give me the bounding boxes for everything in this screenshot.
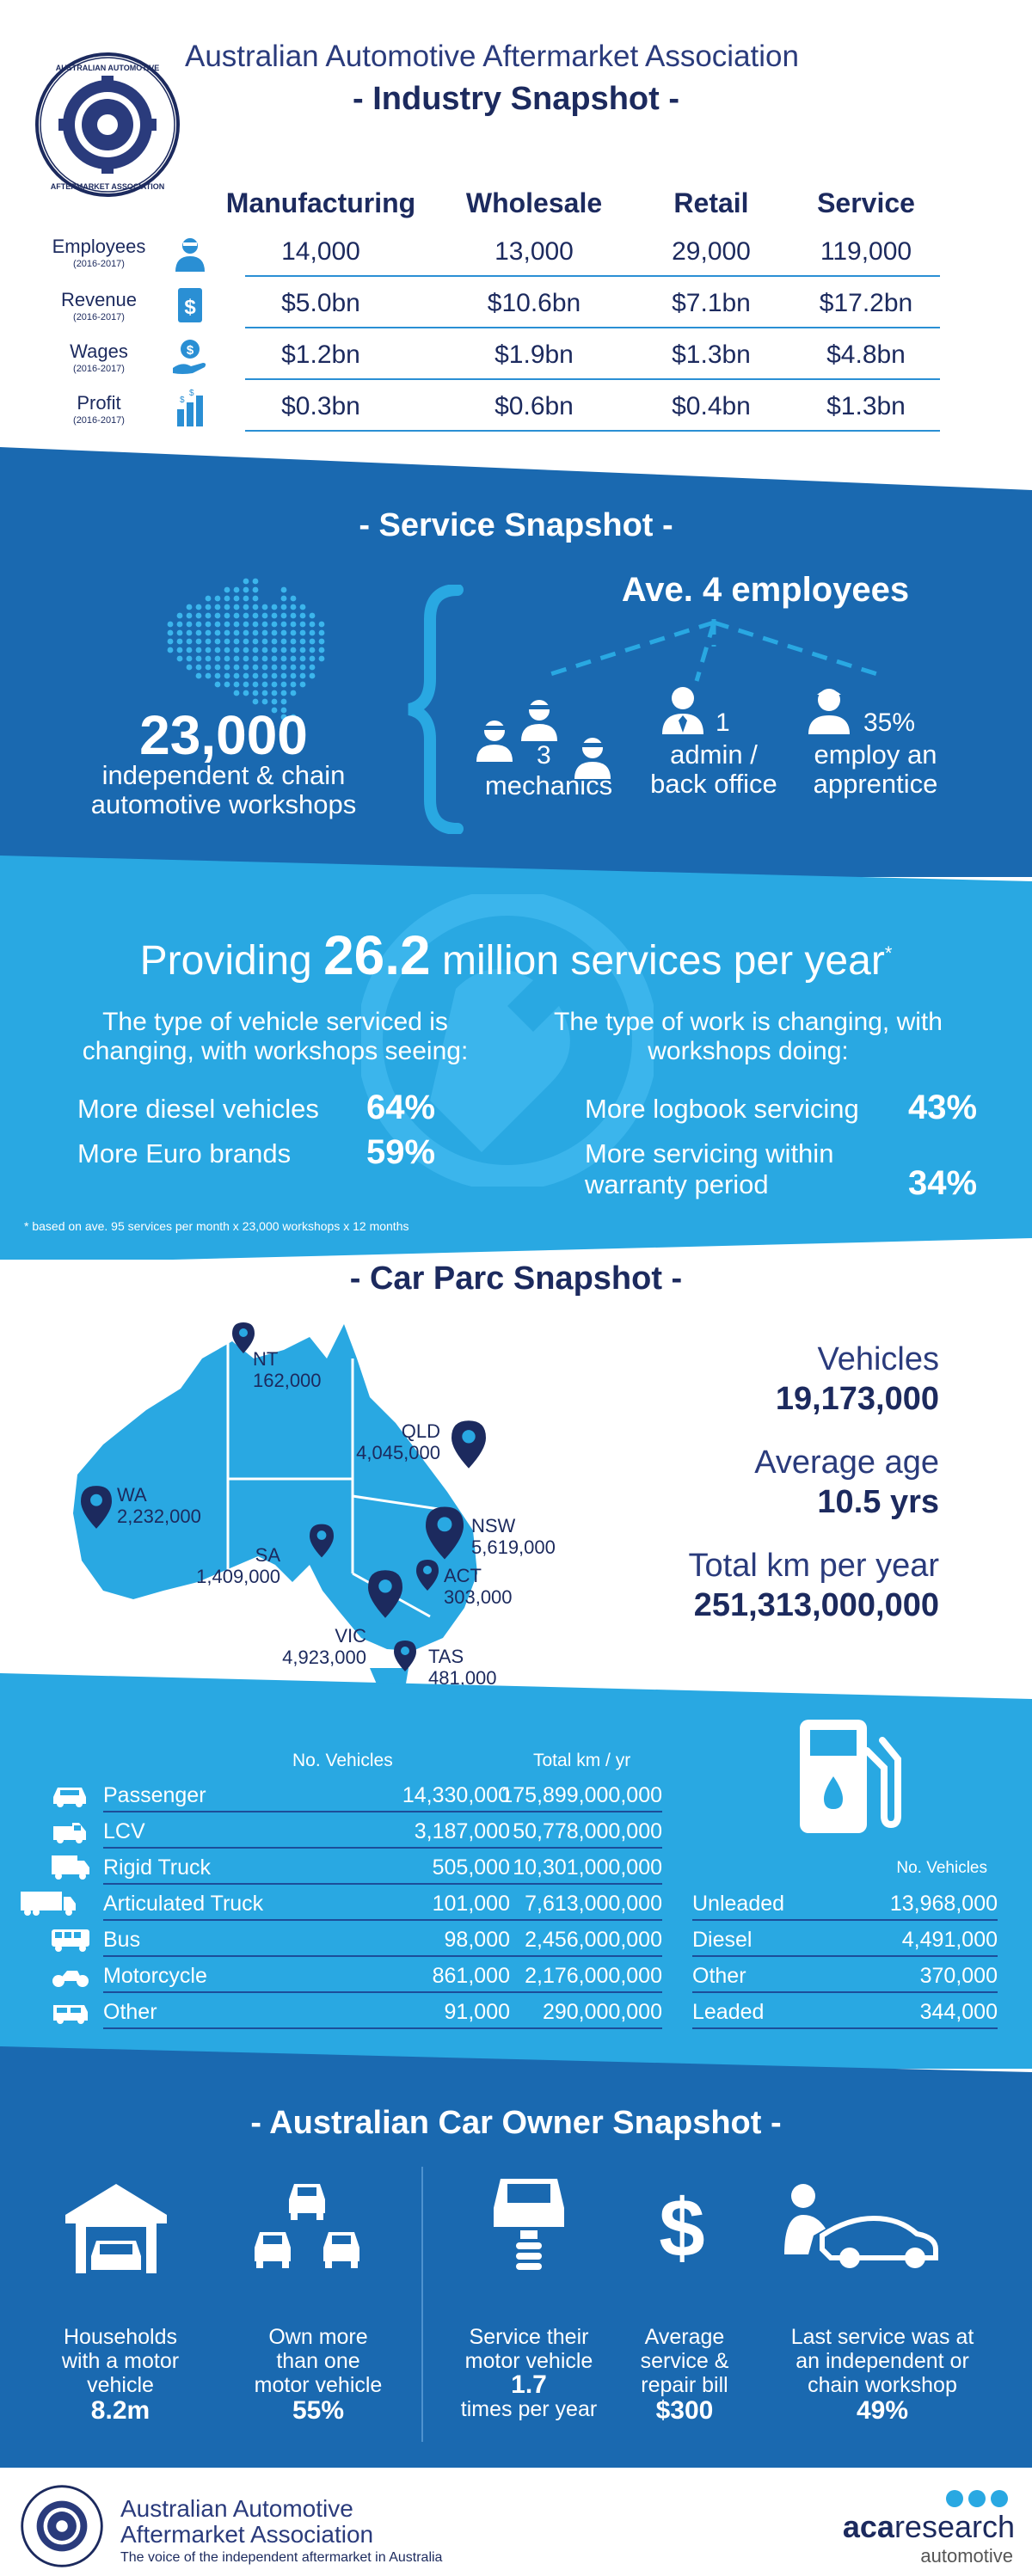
table-row [103, 1814, 662, 1849]
row-divider [692, 1991, 998, 1993]
industry-value: $7.1bn [672, 289, 751, 317]
admin-icon [657, 683, 709, 736]
vehicle-km: 10,301,000,000 [513, 1855, 662, 1880]
vehicle-type-heading: The type of vehicle serviced is changing, with workshops seeing: [82, 1008, 469, 1065]
map-pin-icon [368, 1570, 402, 1618]
vehicles-label: Vehicles [817, 1341, 939, 1377]
service-title: - Service Snapshot - [359, 507, 673, 543]
state-label-act: ACT 303,000 [444, 1565, 513, 1608]
euro-label: More Euro brands [77, 1138, 292, 1168]
multiple-cars-icon [251, 2175, 363, 2277]
vehicle-km: 2,456,000,000 [525, 1928, 662, 1952]
vehicle-count: 98,000 [444, 1928, 510, 1952]
header-subtitle: - Industry Snapshot - [353, 81, 679, 117]
vehicle-type-name: Rigid Truck [103, 1855, 212, 1880]
row-divider [103, 1991, 662, 1993]
header-title: Australian Automotive Aftermarket Association [185, 40, 799, 73]
vehicle-count: 101,000 [432, 1892, 510, 1916]
apprentice-label-1: employ an [814, 739, 937, 770]
industry-value: 119,000 [820, 237, 912, 266]
car-lift-icon [482, 2170, 576, 2280]
australia-dots-icon [163, 574, 335, 721]
industry-value: 29,000 [672, 237, 751, 266]
providing-footnote: * based on ave. 95 services per month x 23,000 workshops x 12 months [24, 1219, 409, 1233]
mechanic-car-icon [779, 2180, 941, 2270]
row-divider [245, 327, 940, 328]
mechanics-count: 3 [537, 741, 551, 770]
apprentice-pct: 35% [863, 708, 916, 737]
fuel-vehicle-count: 344,000 [919, 2000, 998, 2024]
admin-label-2: back office [650, 769, 777, 799]
industry-value: $0.4bn [672, 392, 751, 420]
table-row [692, 1959, 998, 1993]
logbook-value: 43% [908, 1089, 978, 1126]
table-row [692, 1995, 998, 2029]
industry-row-label: Wages (2016-2017) [70, 340, 128, 374]
industry-value: $1.9bn [494, 340, 574, 369]
vehicle-count: 91,000 [444, 2000, 510, 2024]
bus-icon [50, 1924, 91, 1953]
table-row [692, 1886, 998, 1921]
workshops-label-1: independent & chain [101, 760, 346, 790]
revenue-icon [170, 285, 210, 325]
vehicle-type-name: Bus [103, 1928, 141, 1952]
euro-value: 59% [366, 1133, 436, 1171]
map-pin-icon [81, 1486, 112, 1529]
vehicle-km: 2,176,000,000 [525, 1964, 662, 1988]
age-label: Average age [754, 1444, 939, 1481]
fuel-type-name: Diesel [692, 1928, 752, 1952]
diesel-label: More diesel vehicles [77, 1094, 319, 1124]
svg-text:$: $ [184, 296, 196, 319]
table-row [103, 1923, 662, 1957]
row-divider [245, 275, 940, 277]
diesel-value: 64% [366, 1089, 436, 1126]
dollar-icon [652, 2180, 712, 2275]
map-pin-icon [232, 1322, 255, 1353]
svg-text:$: $ [186, 343, 194, 358]
map-pin-icon [394, 1641, 416, 1671]
lcv-icon [50, 1816, 91, 1845]
industry-col-wholesale: Wholesale [465, 187, 603, 218]
vt-col-vehicles: No. Vehicles [292, 1751, 393, 1770]
table-row [103, 1778, 662, 1812]
fuel-type-name: Leaded [692, 2000, 765, 2024]
profit-icon [170, 389, 210, 428]
vehicle-km: 50,778,000,000 [513, 1819, 662, 1843]
svg-text:$: $ [189, 389, 194, 398]
industry-row-label: Employees (2016-2017) [52, 236, 146, 269]
vehicle-count: 14,330,000 [402, 1783, 510, 1807]
providing-headline: Providing 26.2 million services per year* [139, 924, 893, 986]
row-divider [103, 2027, 662, 2029]
age-value: 10.5 yrs [817, 1484, 939, 1520]
row-divider [245, 430, 940, 432]
workshops-value: 23,000 [139, 704, 308, 766]
avg-employees: Ave. 4 employees [621, 571, 910, 609]
fuel-type-name: Unleaded [692, 1892, 785, 1916]
fuel-col-vehicles: No. Vehicles [896, 1859, 987, 1877]
fuel-vehicle-count: 4,491,000 [901, 1928, 998, 1952]
state-label-sa: SA 1,409,000 [196, 1544, 280, 1587]
km-label: Total km per year [688, 1548, 939, 1584]
motorcycle-icon [50, 1960, 91, 1990]
articulated-truck-icon [17, 1888, 79, 1917]
footer-org-name: Australian Automotive Aftermarket Association [120, 2495, 374, 2548]
passenger-car-icon [50, 1780, 91, 1809]
apprentice-icon [803, 683, 855, 736]
vt-col-km: Total km / yr [533, 1751, 631, 1770]
vehicle-type-name: Other [103, 2000, 157, 2024]
industry-row-label: Revenue (2016-2017) [60, 289, 138, 322]
industry-col-service: Service [817, 187, 915, 218]
table-row [692, 1923, 998, 1957]
state-label-tas: TAS 481,000 [428, 1646, 497, 1689]
industry-col-retail: Retail [673, 187, 749, 218]
admin-label-1: admin / [670, 739, 758, 770]
vehicle-type-name: LCV [103, 1819, 145, 1843]
industry-value: $17.2bn [819, 289, 913, 317]
industry-value: $5.0bn [281, 289, 360, 317]
row-divider [103, 1919, 662, 1921]
owner-households: Households with a motor vehicle 8.2m [61, 2325, 180, 2425]
state-label-qld: QLD 4,045,000 [356, 1420, 440, 1463]
vehicle-km: 290,000,000 [542, 2000, 662, 2024]
industry-value: $1.3bn [672, 340, 751, 369]
state-label-vic: VIC 4,923,000 [282, 1625, 366, 1668]
map-pin-icon [426, 1506, 464, 1560]
mechanic-icon [514, 693, 564, 743]
fuel-pump-icon [791, 1716, 905, 1837]
mechanic-icon [470, 714, 519, 764]
industry-value: $1.3bn [826, 392, 906, 420]
admin-count: 1 [716, 708, 730, 737]
vehicles-value: 19,173,000 [775, 1381, 939, 1417]
owner-independent-workshop: Last service was at an independent or chain workshop 49% [790, 2325, 974, 2425]
state-label-nt: NT 162,000 [253, 1348, 322, 1391]
row-divider [692, 1955, 998, 1957]
fuel-type-name: Other [692, 1964, 746, 1988]
vehicle-type-name: Passenger [103, 1783, 206, 1807]
map-pin-icon [452, 1420, 486, 1469]
owner-average-bill: Average service & repair bill $300 [640, 2325, 729, 2425]
vehicle-km: 175,899,000,000 [501, 1783, 662, 1807]
state-label-nsw: NSW 5,619,000 [471, 1515, 556, 1558]
acaresearch-logo: acaresearch [842, 2509, 1015, 2544]
employee-icon [170, 234, 210, 273]
vehicle-count: 505,000 [432, 1855, 510, 1880]
carparc-title: - Car Parc Snapshot - [349, 1260, 683, 1297]
industry-value: 14,000 [281, 237, 360, 266]
km-value: 251,313,000,000 [693, 1587, 939, 1623]
table-row [103, 1850, 662, 1885]
acaresearch-sub: automotive [920, 2545, 1013, 2567]
warranty-label: More servicing within warranty period [585, 1138, 834, 1199]
row-divider [103, 1847, 662, 1849]
owner-divider [421, 2167, 423, 2442]
industry-value: $4.8bn [826, 340, 906, 369]
wages-icon [170, 337, 210, 377]
work-type-heading: The type of work is changing, with workshops doing: [554, 1008, 943, 1065]
aaaa-logo [34, 52, 181, 198]
industry-value: 13,000 [494, 237, 574, 266]
brace-icon [404, 585, 464, 834]
vehicle-type-name: Articulated Truck [103, 1892, 264, 1916]
industry-value: $0.6bn [494, 392, 574, 420]
row-divider [692, 1919, 998, 1921]
svg-text:$: $ [659, 2182, 705, 2274]
apprentice-label-2: apprentice [813, 769, 938, 799]
acaresearch-dots-icon [944, 2488, 1013, 2509]
rigid-truck-icon [50, 1852, 91, 1881]
table-row [103, 1995, 662, 2029]
industry-value: $0.3bn [281, 392, 360, 420]
fuel-vehicle-count: 370,000 [919, 1964, 998, 1988]
footer-aaaa-logo [21, 2485, 103, 2567]
row-divider [103, 1883, 662, 1885]
industry-value: $1.2bn [281, 340, 360, 369]
vehicle-count: 861,000 [432, 1964, 510, 1988]
workshops-label-2: automotive workshops [90, 789, 357, 819]
row-divider [103, 1955, 662, 1957]
logbook-label: More logbook servicing [585, 1094, 859, 1124]
row-divider [692, 2027, 998, 2029]
svg-text:AFTERMARKET ASSOCIATION: AFTERMARKET ASSOCIATION [50, 182, 165, 191]
vehicle-type-name: Motorcycle [103, 1964, 207, 1988]
warranty-value: 34% [908, 1164, 978, 1202]
row-divider [245, 378, 940, 380]
table-row [103, 1886, 662, 1921]
industry-col-manufacturing: Manufacturing [225, 187, 416, 218]
header [0, 0, 1032, 447]
fuel-vehicle-count: 13,968,000 [889, 1892, 998, 1916]
svg-text:AUSTRALIAN AUTOMOTIVE: AUSTRALIAN AUTOMOTIVE [55, 64, 160, 72]
garage-icon [62, 2180, 170, 2277]
vehicle-count: 3,187,000 [414, 1819, 510, 1843]
owner-title: - Australian Car Owner Snapshot - [250, 2105, 782, 2141]
mechanics-label: mechanics [484, 770, 613, 800]
owner-multi-vehicle: Own more than one motor vehicle 55% [254, 2325, 383, 2425]
map-pin-icon [310, 1524, 334, 1558]
owner-service-frequency: Service their motor vehicle 1.7 times per year [460, 2325, 598, 2421]
footer-tagline: The voice of the independent aftermarket in Australia [120, 2550, 443, 2565]
map-pin-icon [416, 1560, 439, 1591]
industry-value: $10.6bn [487, 289, 581, 317]
vehicle-km: 7,613,000,000 [525, 1892, 662, 1916]
table-row [103, 1959, 662, 1993]
other-vehicle-icon [50, 1996, 91, 2026]
state-label-wa: WA 2,232,000 [117, 1484, 201, 1527]
row-divider [103, 1811, 662, 1812]
industry-row-label: Profit (2016-2017) [73, 392, 125, 426]
svg-text:$: $ [180, 396, 185, 405]
